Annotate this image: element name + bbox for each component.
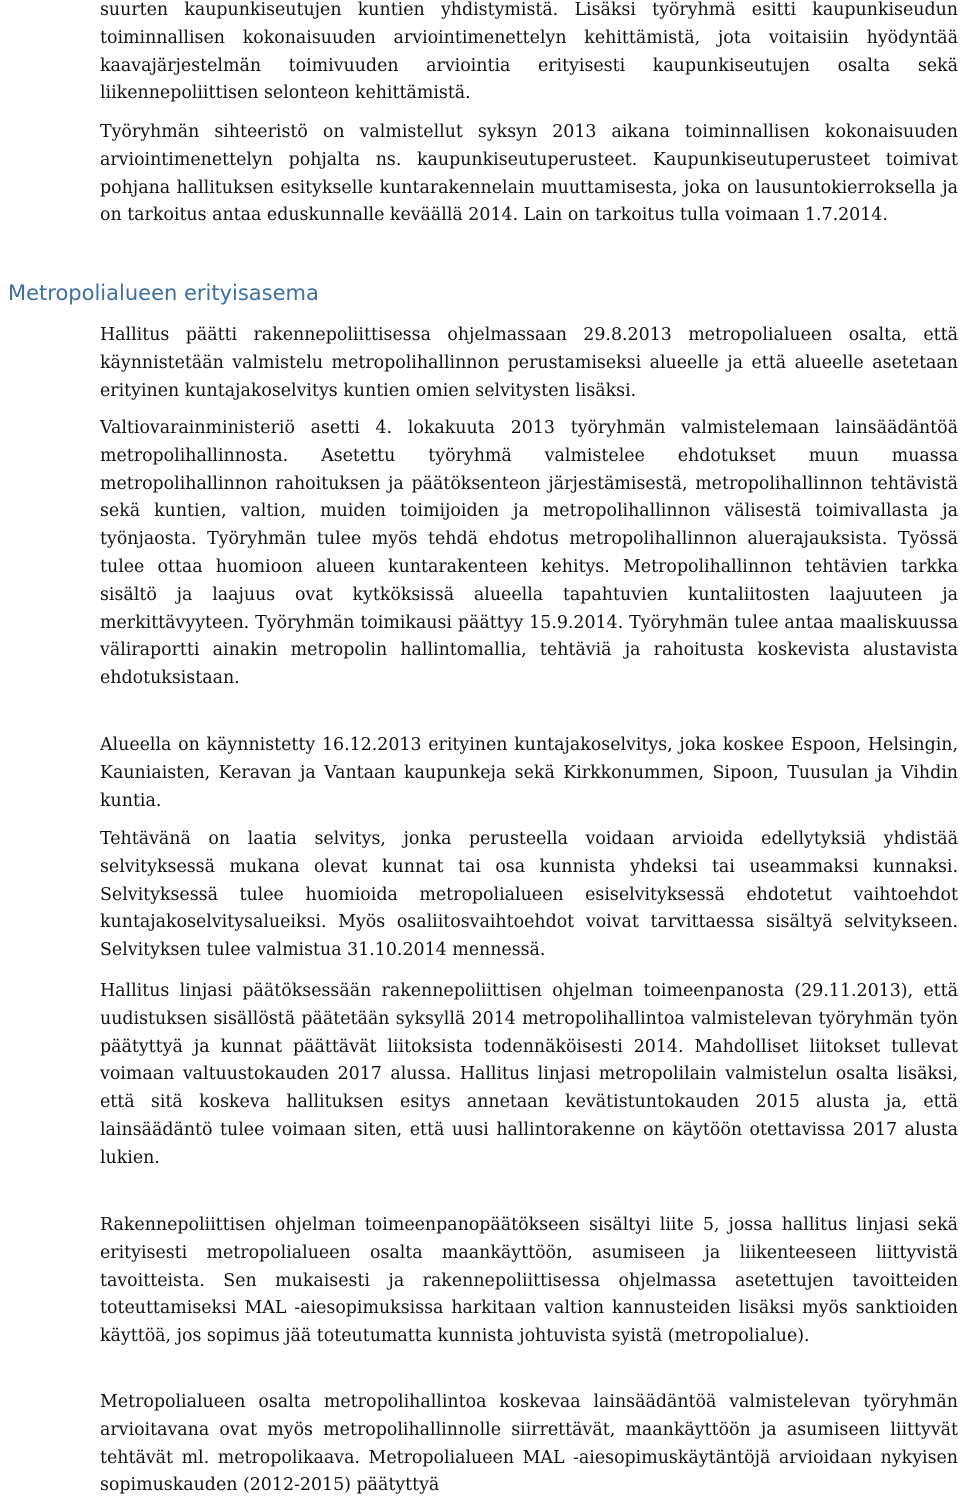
paragraph-7: Metropolialueen osalta metropolihallintoa koskevaa lainsäädäntöä valmistelevan työryhmän arvioitavana ovat myös metropolihallinnolle siirrettävät, maankäyttöön ja asumiseen liittyvät tehtävät ml. metropolikaava. Metropolialueen MAL -aiesopimuskäytäntöjä arvioidaan nykyisen sopimuskauden (2012-2015) päätyttyä — [100, 1392, 958, 1496]
paragraph-3: Alueella on käynnistetty 16.12.2013 erityinen kuntajakoselvitys, joka koskee Espoon, Helsingin, Kauniaisten, Keravan ja Vantaan kaupunkeja sekä Kirkkonummen, Sipoon, Tuusulan ja Vihdin kuntia. — [100, 735, 958, 811]
paragraph-4: Tehtävänä on laatia selvitys, jonka perusteella voidaan arvioida edellytyksiä yhdistää selvityksessä mukana olevat kunnat tai osa kunnista yhdeksi tai useammaksi kunnaksi. Selvityksessä tulee huomioida metropolialueen esiselvityksessä ehdotetut vaihtoehdot kuntajakoselvitysalueiksi. Myös osaliitosvaihtoehdot voivat tarvittaessa sisältyä selvitykseen. Selvityksen tulee valmistua 31.10.2014 mennessä. — [100, 829, 958, 961]
paragraph-intro-2: Työryhmän sihteeristö on valmistellut syksyn 2013 aikana toiminnallisen kokonaisuuden arviointimenettelyn pohjalta ns. kaupunkiseutuperusteet. Kaupunkiseutuperusteet toimivat pohjana hallituksen esitykselle kuntarakennelain muuttamisesta, joka on lausuntokierroksella ja on tarkoitus antaa eduskunnalle keväällä 2014. Lain on tarkoitus tulla voimaan 1.7.2014. — [100, 122, 958, 226]
paragraph-6: Rakennepoliittisen ohjelman toimeenpanopäätökseen sisältyi liite 5, jossa hallitus linjasi sekä erityisesti metropolialueen osalta maankäyttöön, asumiseen ja liikenteeseen liittyvistä tavoitteista. Sen mukaisesti ja rakennepoliittisessa ohjelmassa asetettujen tavoitteiden toteuttamiseksi MAL -aiesopimuksissa harkitaan valtion kannusteiden lisäksi myös sanktioiden käyttöä, jos sopimus jää toteutumatta kunnista johtuvista syistä (metropolialue). — [100, 1215, 958, 1347]
paragraph-1: Hallitus päätti rakennepoliittisessa ohjelmassaan 29.8.2013 metropolialueen osalta, että käynnistetään valmistelu metropolihallinnon perustamiseksi alueelle ja että alueelle asetetaan erityinen kuntajakoselvitys kuntien omien selvitysten lisäksi. — [100, 325, 958, 401]
paragraph-5: Hallitus linjasi päätöksessään rakennepoliittisen ohjelman toimeenpanosta (29.11.2013), että uudistuksen sisällöstä päätetään syksyllä 2014 metropolihallintoa valmistelevan työryhmän työn päätyttyä ja kunnat päättävät liitoksista todennäköisesti 2014. Mahdolliset liitokset tullevat voimaan valtuustokauden 2017 alussa. Hallitus linjasi metropolilain valmistelun osalta lisäksi, että sitä koskeva hallituksen esitys annetaan kevätistuntokauden 2015 alusta ja, että lainsäädäntö tulee voimaan siten, että uusi hallintorakenne on käytöön otettavissa 2017 alusta lukien. — [100, 981, 958, 1168]
paragraph-intro-1: suurten kaupunkiseutujen kuntien yhdistymistä. Lisäksi työryhmä esitti kaupunkiseudun toiminnallisen kokonaisuuden arviointimenettelyn kehittämistä, jota voitaisiin hyödyntää kaavajärjestelmän toimivuuden arviointia erityisesti kaupunkiseutujen osalta sekä liikennepoliittisen selonteon kehittämistä. — [100, 0, 958, 104]
section-heading: Metropolialueen erityisasema — [8, 281, 319, 305]
paragraph-2: Valtiovarainministeriö asetti 4. lokakuuta 2013 työryhmän valmistelemaan lainsäädäntöä metropolihallinnosta. Asetettu työryhmä valmistelee ehdotukset muun muassa metropolihallinnon rahoituksen ja päätöksenteon järjestämisestä, metropolihallinnon tehtävistä sekä kuntien, valtion, muiden toimijoiden ja metropolihallinnon välisestä toimivallasta ja työnjaosta. Työryhmän tulee myös tehdä ehdotus metropolihallinnon aluerajauksista. Työssä tulee ottaa huomioon alueen kuntarakenteen kehitys. Metropolihallinnon tehtävien tarkka sisältö ja laajuus ovat kytköksissä alueella tapahtuvien kuntaliitosten laajuuteen ja merkittävyyteen. Työryhmän toimikausi päättyy 15.9.2014. Työryhmän tulee antaa maaliskuussa väliraportti ainakin metropolin hallintomallia, tehtäviä ja rahoitusta koskevista alustavista ehdotuksistaan. — [100, 418, 958, 689]
